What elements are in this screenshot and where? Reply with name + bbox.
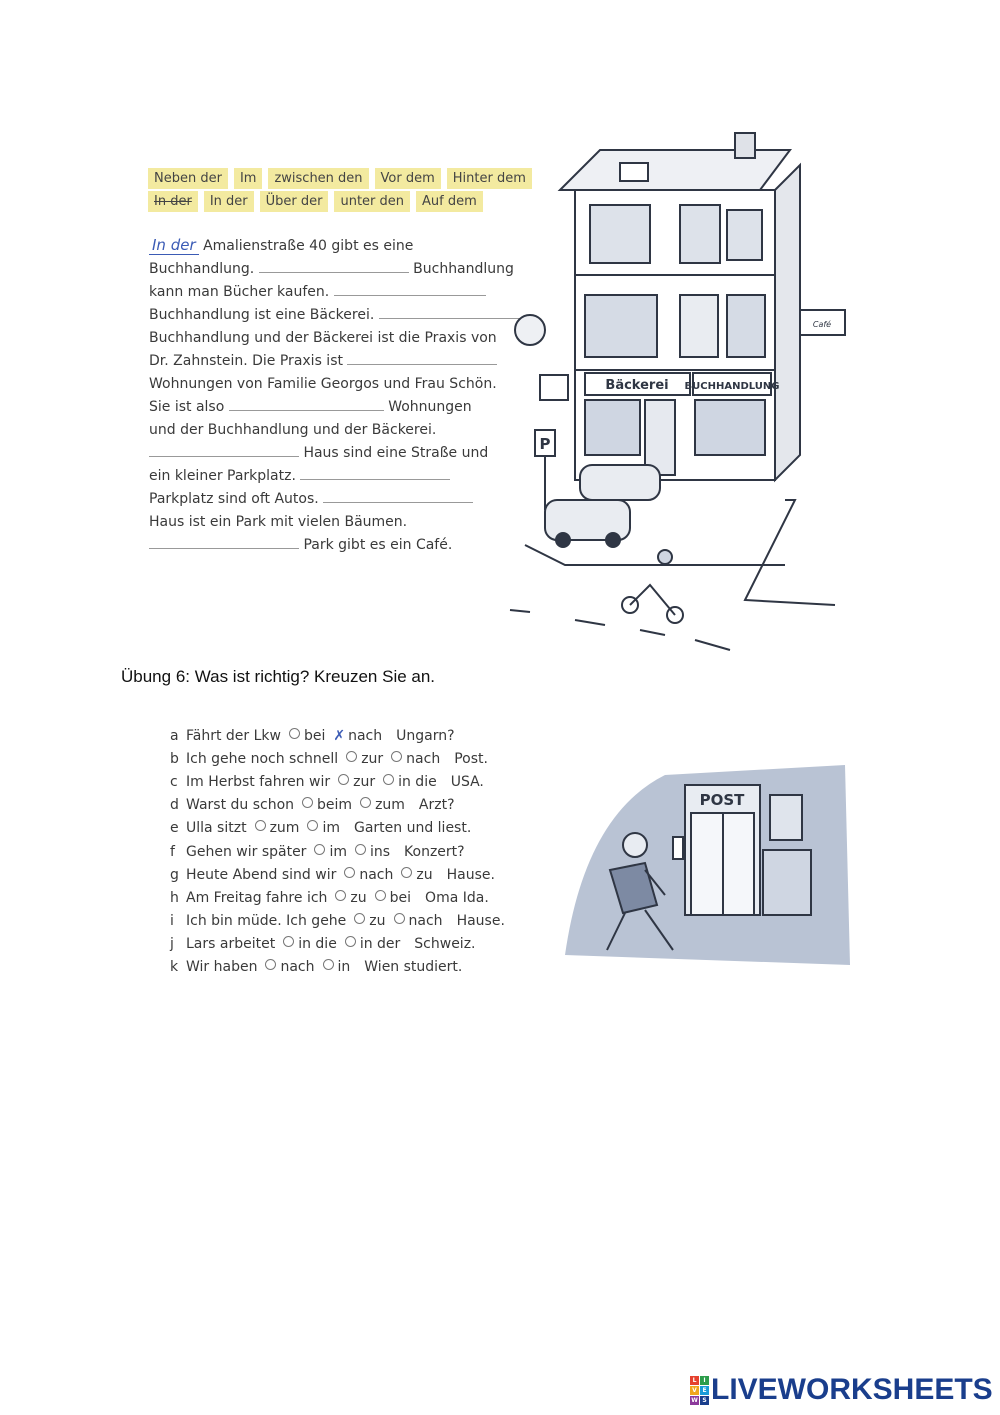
radio-icon [289, 728, 300, 739]
radio-icon [375, 890, 386, 901]
question-letter: b [170, 751, 179, 768]
ex5-text: Dr. Zahnstein. Die Praxis ist [149, 353, 343, 369]
question-stem: Fährt der Lkw [186, 728, 281, 744]
option-label: zu [369, 912, 386, 929]
option-label: nach [406, 751, 441, 768]
radio-icon [383, 774, 394, 785]
answer-option[interactable] [314, 843, 347, 861]
word-chip[interactable]: zwischen den [268, 168, 368, 189]
ex5-line-14 [149, 536, 452, 554]
question-row [170, 912, 505, 930]
ex5-text: Amalienstraße 40 gibt es eine [203, 238, 414, 254]
answer-option[interactable] [265, 958, 314, 976]
ex5-text: Wohnungen [388, 399, 472, 415]
option-label: ins [369, 843, 391, 860]
option-label: in [337, 959, 351, 975]
answer-option[interactable] [401, 866, 432, 884]
question-row [170, 796, 455, 814]
question-letter: c [170, 774, 178, 791]
answer-option[interactable] [354, 912, 385, 930]
liveworksheets-icon: L I V E W S [690, 1376, 709, 1405]
sign-cafe: Café [812, 320, 832, 329]
sign-post: POST [699, 791, 745, 809]
ex5-line-9 [149, 421, 436, 439]
ex5-line-13 [149, 513, 407, 531]
radio-icon [346, 751, 357, 762]
checked-mark-icon: ✗ [333, 728, 346, 744]
ex5-line-12 [149, 490, 473, 508]
word-chip[interactable]: Auf dem [416, 191, 483, 212]
option-label: in die [398, 774, 437, 791]
ex5-line-3 [149, 283, 486, 301]
ex5-line-1 [149, 236, 413, 255]
radio-icon [255, 820, 266, 831]
radio-icon [355, 844, 366, 855]
blank-field[interactable] [347, 352, 497, 365]
ex5-line-8 [149, 398, 472, 416]
question-stem: Ulla sitzt [186, 820, 247, 837]
question-stem: Warst du schon [186, 797, 295, 814]
question-stem: Heute Abend sind wir [186, 866, 337, 883]
sign-parking: P [539, 435, 551, 453]
radio-icon [323, 959, 334, 970]
question-stem: Ich bin müde. Ich gehe [186, 912, 347, 929]
answer-option[interactable] [375, 889, 411, 907]
question-end: Oma Ida. [425, 889, 489, 906]
sign-buchhandlung: BUCHHANDLUNG [684, 381, 780, 392]
question-end: Hause. [456, 912, 505, 929]
question-row [170, 843, 465, 861]
answer-option[interactable] [333, 727, 382, 745]
option-label: im [322, 820, 340, 837]
option-label: in der [359, 935, 401, 952]
blank-field[interactable] [334, 283, 486, 296]
word-bank-row-2 [148, 191, 483, 212]
ex5-text: Sie ist also [149, 399, 225, 415]
option-label: zu [416, 866, 433, 883]
answer-option[interactable] [338, 773, 375, 791]
answer-option[interactable] [255, 819, 300, 837]
blank-field[interactable] [259, 260, 409, 273]
word-chip-used: In der [148, 191, 198, 212]
word-chip[interactable]: Im [234, 168, 263, 189]
brand-name: LIVEWORKSHEETS [711, 1373, 993, 1406]
blank-field[interactable] [149, 444, 299, 457]
question-end: Ungarn? [396, 728, 455, 744]
option-label: im [329, 843, 347, 860]
question-end: Hause. [446, 866, 495, 883]
question-end: Arzt? [418, 797, 455, 814]
radio-icon [307, 820, 318, 831]
ex5-text: ein kleiner Parkplatz. [149, 468, 296, 484]
ex5-line-6 [149, 352, 497, 370]
question-row [170, 958, 462, 976]
question-stem: Am Freitag fahre ich [186, 889, 328, 906]
option-label: zu [350, 889, 367, 906]
answer-option[interactable] [283, 935, 337, 953]
ex5-text: Buchhandlung [413, 261, 514, 277]
answer-option[interactable] [344, 866, 393, 884]
radio-icon [401, 867, 412, 878]
answer-option[interactable] [345, 935, 400, 953]
ex5-line-5 [149, 329, 497, 347]
radio-icon [391, 751, 402, 762]
answer-option[interactable] [335, 889, 366, 907]
option-label: zur [361, 751, 384, 768]
radio-icon [394, 913, 405, 924]
question-end: Konzert? [404, 843, 465, 860]
question-letter: j [170, 935, 174, 952]
radio-icon [335, 890, 346, 901]
ex5-text: Buchhandlung. [149, 261, 255, 277]
answer-field[interactable]: In der [149, 236, 199, 255]
question-end: Garten und liest. [353, 820, 472, 837]
liveworksheets-logo [690, 1373, 993, 1407]
street-building-illustration [505, 125, 855, 660]
question-letter: a [170, 728, 179, 744]
question-end: Post. [454, 751, 488, 768]
question-stem: Lars arbeitet [186, 935, 276, 952]
radio-icon [338, 774, 349, 785]
word-chip[interactable]: Über der [260, 191, 329, 212]
word-chip[interactable]: unter den [334, 191, 410, 212]
option-label: zur [353, 774, 376, 791]
word-chip[interactable]: Hinter dem [447, 168, 532, 189]
question-letter: i [170, 912, 174, 929]
ex5-text: Buchhandlung ist eine Bäckerei. [149, 307, 375, 323]
ex5-text: Haus ist ein Park mit vielen Bäumen. [149, 514, 408, 530]
question-stem: Im Herbst fahren wir [186, 774, 331, 791]
blank-field[interactable] [300, 467, 450, 480]
answer-option[interactable] [346, 750, 383, 768]
question-end: Wien studiert. [364, 959, 463, 975]
question-row [170, 727, 455, 745]
question-letter: k [170, 959, 179, 975]
ex5-text: Parkplatz sind oft Autos. [149, 491, 319, 507]
radio-icon [265, 959, 276, 970]
radio-icon [354, 913, 365, 924]
question-letter: d [170, 797, 179, 814]
answer-option[interactable] [307, 819, 340, 837]
option-label: nach [280, 959, 315, 975]
ex5-text: Buchhandlung und der Bäckerei ist die Praxis von [149, 330, 497, 346]
ex5-line-4 [149, 306, 521, 324]
post-office-illustration [545, 755, 855, 970]
ex5-line-2 [149, 260, 514, 278]
ex5-text: und der Buchhandlung und der Bäckerei. [149, 422, 437, 438]
answer-option[interactable] [391, 750, 440, 768]
option-label: in die [298, 935, 337, 952]
blank-field[interactable] [323, 490, 473, 503]
radio-icon [302, 797, 313, 808]
ex5-text: kann man Bücher kaufen. [149, 284, 330, 300]
blank-field[interactable] [149, 536, 299, 549]
question-row [170, 935, 476, 953]
question-row [170, 866, 495, 884]
sign-baeckerei: Bäckerei [605, 378, 669, 393]
radio-icon [344, 867, 355, 878]
radio-icon [314, 844, 325, 855]
option-label: zum [269, 820, 300, 837]
option-label: beim [317, 797, 353, 814]
exercise6-title: Übung 6: Was ist richtig? Kreuzen Sie an. [121, 667, 436, 686]
option-label: nach [408, 912, 443, 929]
word-chip[interactable]: Vor dem [375, 168, 441, 189]
question-letter: f [170, 843, 175, 860]
question-stem: Gehen wir später [186, 843, 307, 860]
question-stem: Wir haben [186, 959, 258, 975]
option-label: zum [375, 797, 405, 814]
question-end: USA. [450, 774, 484, 791]
word-chip[interactable]: In der [204, 191, 254, 212]
answer-option[interactable] [302, 796, 352, 814]
ex5-line-10 [149, 444, 488, 462]
answer-option[interactable] [360, 796, 405, 814]
question-letter: e [170, 820, 179, 837]
answer-option[interactable] [355, 843, 390, 861]
ex5-text: Haus sind eine Straße und [303, 445, 489, 461]
question-row [170, 750, 488, 768]
answer-option[interactable] [394, 912, 443, 930]
ex5-line-7 [149, 375, 497, 393]
blank-field[interactable] [229, 398, 384, 411]
question-end: Schweiz. [414, 935, 476, 952]
question-letter: g [170, 866, 179, 883]
option-label: nach [359, 866, 394, 883]
radio-icon [283, 936, 294, 947]
ex5-line-11 [149, 467, 450, 485]
question-stem: Ich gehe noch schnell [186, 751, 339, 768]
option-label: bei [389, 889, 412, 906]
question-row [170, 819, 471, 837]
word-bank-row-1 [148, 168, 532, 189]
radio-icon [345, 936, 356, 947]
answer-option[interactable] [323, 958, 351, 976]
word-chip[interactable]: Neben der [148, 168, 228, 189]
answer-option[interactable] [383, 773, 437, 791]
answer-option[interactable] [289, 727, 325, 745]
blank-field[interactable] [379, 306, 521, 319]
question-letter: h [170, 889, 179, 906]
option-label: bei [303, 728, 326, 744]
question-row [170, 889, 489, 907]
question-row [170, 773, 484, 791]
ex5-text: Park gibt es ein Café. [303, 537, 453, 553]
radio-icon [360, 797, 371, 808]
ex5-text: Wohnungen von Familie Georgos und Frau Schön. [149, 376, 497, 392]
option-label: nach [348, 728, 383, 744]
